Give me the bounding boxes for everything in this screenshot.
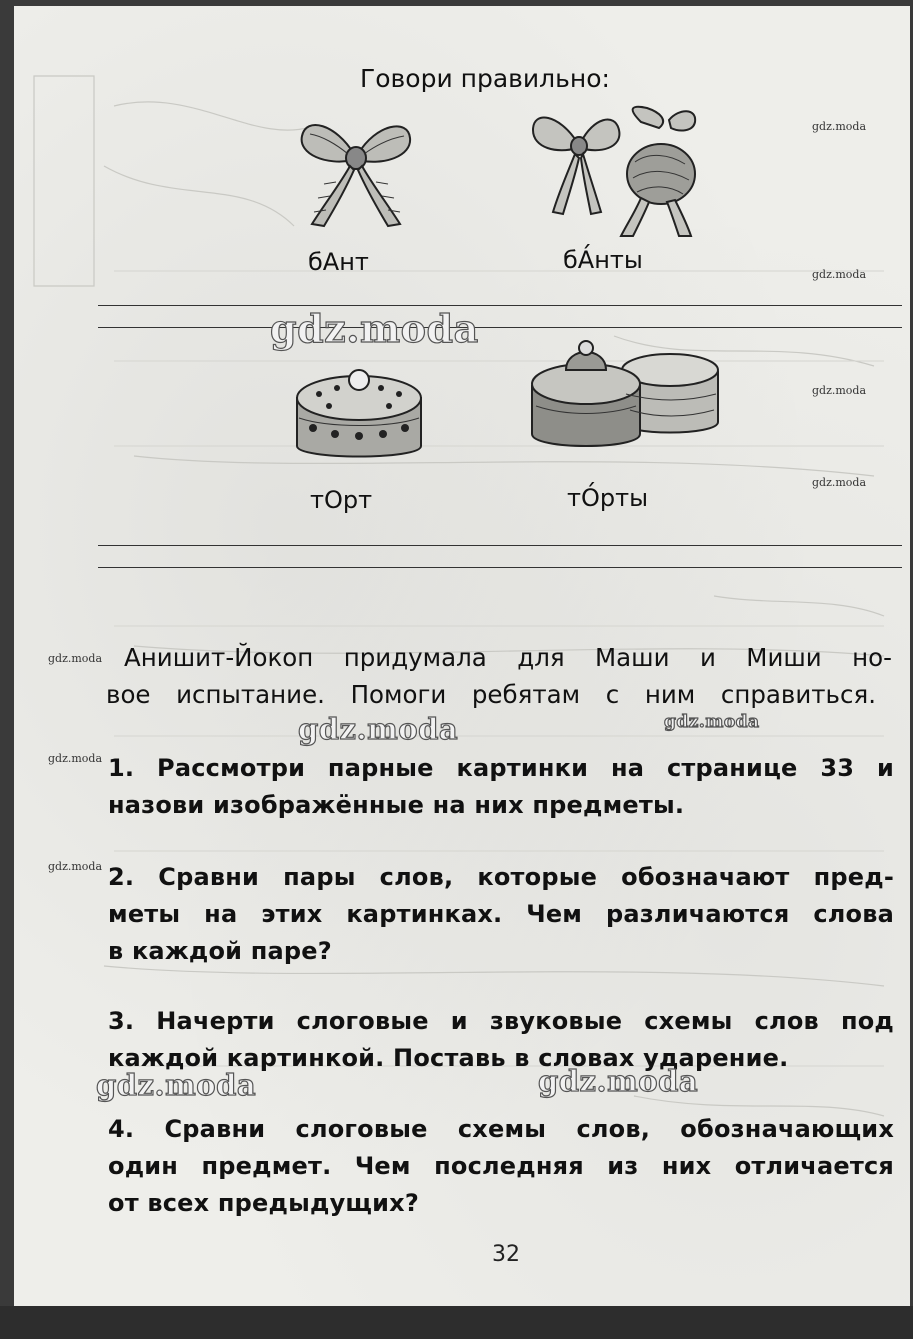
word-torty: тО́рты [567, 484, 649, 512]
task-2-line-1: 2. Сравни пары слов, которые обозначают пред- [108, 863, 894, 891]
watermark-small: gdz.moda [48, 652, 103, 665]
task-4-line-3: от всех предыдущих? [108, 1189, 419, 1217]
intro-line-2: вое испытание. Помоги ребятам с ним справиться. [106, 680, 876, 709]
watermark: gdz.moda [270, 306, 479, 351]
workbook-page [14, 6, 910, 1306]
writing-line [98, 567, 902, 568]
page-heading: Говори правильно: [360, 64, 610, 93]
task-3-line-1: 3. Начерти слоговые и звуковые схемы слов под [108, 1007, 894, 1035]
watermark-small: gdz.moda [812, 120, 867, 133]
word-tort: тОрт [310, 486, 373, 514]
task-2-line-3: в каждой паре? [108, 937, 332, 965]
watermark-small: gdz.moda [48, 752, 103, 765]
task-1-line-2: назови изображённые на них предметы. [108, 791, 685, 819]
task-4-line-2: один предмет. Чем последняя из них отличается [108, 1152, 894, 1180]
scan-edge [0, 1306, 913, 1339]
watermark-small: gdz.moda [812, 476, 867, 489]
watermark: gdz.moda [298, 712, 459, 746]
task-3-line-2: каждой картинкой. Поставь в словах ударение. [108, 1044, 789, 1072]
word-banty: бА́нты [563, 246, 643, 274]
watermark-small: gdz.moda [812, 384, 867, 397]
cake-illustration [289, 358, 429, 468]
task-4-line-1: 4. Сравни слоговые схемы слов, обозначающих [108, 1115, 894, 1143]
watermark: gdz.moda [538, 1064, 699, 1098]
word-bant: бАнт [308, 248, 369, 276]
intro-line-1: Анишит-Йокоп придумала для Маши и Миши но- [124, 643, 892, 672]
watermark-small: gdz.moda [48, 860, 103, 873]
watermark: gdz.moda [664, 712, 760, 732]
writing-line [98, 305, 902, 306]
page-number: 32 [492, 1242, 520, 1267]
writing-line [98, 327, 902, 328]
writing-line [98, 545, 902, 546]
task-1-line-1: 1. Рассмотри парные картинки на странице 33 и [108, 754, 894, 782]
watermark-small: gdz.moda [812, 268, 867, 281]
watermark: gdz.moda [96, 1068, 257, 1102]
cakes-illustration [526, 336, 722, 456]
bow-illustration [296, 114, 416, 232]
bows-illustration [529, 102, 699, 242]
task-2-line-2: меты на этих картинках. Чем различаются слова [108, 900, 894, 928]
